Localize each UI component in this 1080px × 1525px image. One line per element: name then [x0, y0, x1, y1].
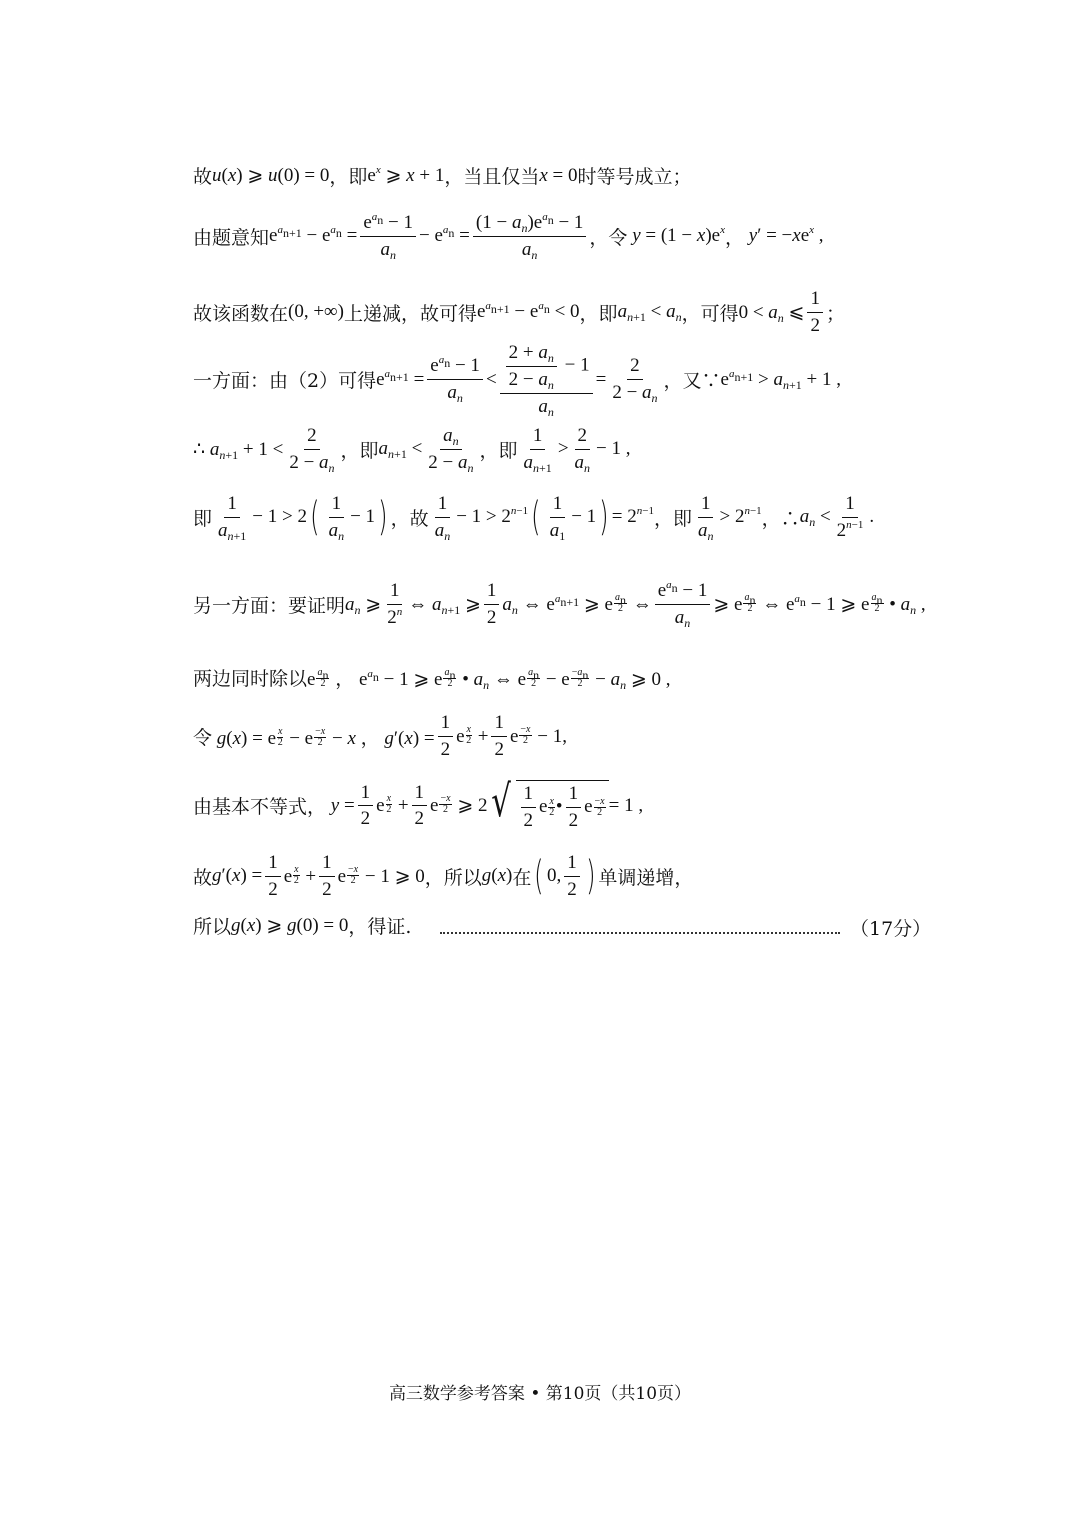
line-1: 故 u(x) ⩾ u(0) = 0 ，即 $e^x$ ⩾ x + 1 ，当且仅当 x = 0 时等号成立； [193, 164, 692, 188]
line-4: 一方面：由（2）可得 $e^{a_{n+1}}$ = $\frac{e^{a_n} - 1}{a_n}$ < $\frac{2 + a_n}{2 - a_n}$ − 1 $a_n$ = $\frac{2}{2 - a_n}$ ，又∵ $e^{a_{n+1}} > a_{n+1} + 1$ , [193, 342, 841, 419]
line-3: 故该函数在 (0, +∞) 上递减，故可得 $e^{a_{n+1}} - e^{a_n} < 0$ ，即 $a_{n+1} < a_n$ ，可得 $0 < a_n$ ⩽ $\frac{1}{2}$ ； [193, 288, 845, 336]
line-10: 由基本不等式， y = $\frac{1}{2}$ e $\frac{x}{2}$ + $\frac{1}{2}$ e $\frac{-x}{2}$ ⩾ 2 √ $\frac{1}{2}$ e $\frac{x}{2}$ • $\frac{1}{2}$ e $\frac{-x}{2}$ = 1 , [193, 776, 644, 831]
score-label: （17分） [850, 918, 932, 940]
line-7: 另一方面：要证明 $a_n$ ⩾ $\frac{1}{2^n}$ ⇔ $a_{n+1}$ ⩾ $\frac{1}{2}$ $a_n$ ⇔ $e^{a_{n+1}}$ ⩾ e $\frac{a_n}{2}$ ⇔ $\frac{e^{a_n} - 1}{a_n}$ ⩾ e $\frac{a_n}{2}$ ⇔ $e^{a_n} - 1$ ⩾ e $\frac{a_n}{2}$ • $a_n$ , [193, 579, 926, 630]
line-5: ∴ $a_{n+1} + 1$ < $\frac{2}{2 - a_n}$ ，即 $a_{n+1}$ < $\frac{a_n}{2 - a_n}$ ，即 $\frac{1}{a_{n+1}}$ > $\frac{2}{a_n}$ − 1 , [193, 425, 631, 475]
line-12: 所以 g(x) ⩾ g(0) = 0 ，得证. [193, 915, 412, 938]
dotted-leader [440, 928, 840, 934]
score-row [440, 914, 931, 941]
line-9: 令 g(x) = e $\frac{x}{2}$ − e $\frac{-x}{2}$ − x ， g′(x) = $\frac{1}{2}$ e $\frac{x}{2}$ + $\frac{1}{2}$ e $\frac{-x}{2}$ − 1, [193, 712, 567, 760]
line-6: 即 $\frac{1}{a_{n+1}}$ − 1 > 2 ( $\frac{1}{a_n}$ − 1 ) ，故 $\frac{1}{a_n}$ − $1 > 2^{n-1}$ ( $\frac{1}{a_1}$ − 1 ) = $2^{n-1}$ ，即 $\frac{1}{a_n}$ > $2^{n-1}$ ，∴ $a_n$ < $\frac{1}{2^{n-1}}$ . [193, 493, 875, 543]
line-8: 两边同时除以 e $\frac{a_n}{2}$ ， $e^{a_n} - 1$ ⩾ e $\frac{a_n}{2}$ • $a_n$ ⇔ e $\frac{a_n}{2}$ − e $\frac{-a_n}{2}$ − $a_n$ ⩾ 0 , [193, 667, 671, 692]
page-footer: 高三数学参考答案 • 第10页（共10页） [388, 1384, 692, 1404]
line-2: 由题意知 $e^{a_{n+1}} - e^{a_n}$ = $\frac{e^{a_n} - 1}{a_n}$ − $e^{a_n}$ = $\frac{(1 - a_n)e^{a_n} - 1}{a_n}$ ，令 $y = (1 - x)e^x$ ， $y' = -xe^x$ , [193, 211, 824, 262]
line-11: 故 g′(x) = $\frac{1}{2}$ e $\frac{x}{2}$ + $\frac{1}{2}$ e $\frac{-x}{2}$ − 1 ⩾ 0 ，所以 g(x) 在 ( 0, $\frac{1}{2}$ ) 单调递增， [193, 852, 694, 900]
